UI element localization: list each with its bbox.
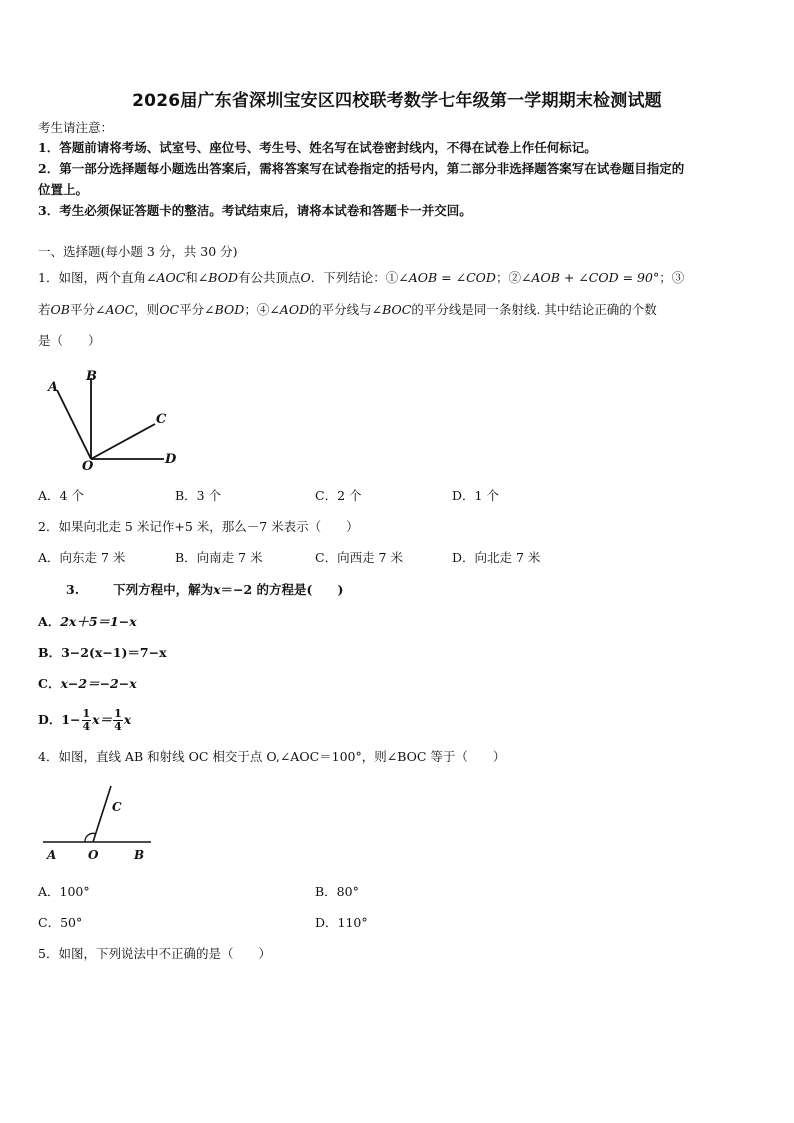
q1-figure (40, 362, 190, 474)
q2-option-d: D．向北走 7 米 (452, 550, 541, 565)
ray-oa (57, 390, 91, 459)
q3-equation: x−2＝−2−x (60, 676, 137, 691)
q3-option-label: D． (38, 712, 62, 727)
label-a: A (47, 848, 57, 862)
q3-text: 下列方程中，解为 (113, 582, 214, 597)
q1-text: 的平分线是同一条射线. 其中结论正确的个数 (411, 302, 657, 317)
q3-option-label: B． (38, 645, 62, 660)
q3-variable: x (213, 582, 221, 597)
section-heading: 一、选择题(每小题 3 分，共 30 分) (38, 244, 238, 259)
label-a: A (48, 380, 59, 395)
q1-angle-bod: ∠BOD (204, 302, 245, 317)
q1-angle-aoc: ∠AOC (94, 302, 135, 317)
q1-text: 和 (185, 270, 198, 285)
q2-option-b: B．向南走 7 米 (175, 550, 263, 565)
exam-title: 2026届广东省深圳宝安区四校联考数学七年级第一学期期末检测试题 (132, 91, 662, 111)
label-b: B (134, 848, 145, 862)
fraction-numerator: 1 (82, 707, 91, 720)
q1-text: 若 (38, 302, 51, 317)
q3-stem (66, 582, 343, 598)
q1-option-b: B．3 个 (175, 488, 222, 503)
notice-item-1: 1．答题前请将考场、试室号、座位号、考生号、姓名写在试卷密封线内，不得在试卷上作任何标记。 (38, 140, 597, 155)
q4-option-a: A．100° (38, 884, 90, 899)
q1-angle-aod: ∠AOD (269, 302, 310, 317)
q2-option-a: A．向东走 7 米 (38, 550, 126, 565)
q1-ray-ob: OB (50, 302, 70, 317)
q4-option-c: C．50° (38, 915, 83, 930)
q1-option-d: D．1 个 (452, 488, 499, 503)
label-c: C (156, 412, 167, 427)
ray-oc (91, 424, 155, 459)
q3-option-label: C． (38, 676, 61, 691)
q3-option-d (38, 705, 131, 735)
q1-line2 (38, 302, 657, 318)
label-c: C (112, 800, 122, 814)
q3-equation-part: x (123, 712, 132, 727)
q3-option-b (38, 645, 167, 661)
q2-option-c: C．向西走 7 米 (315, 550, 403, 565)
q3-equation-part: 1− (61, 712, 81, 727)
fraction (113, 708, 123, 733)
label-b: B (86, 369, 97, 384)
q3-equation: 3−2(x−1)＝7−x (61, 645, 167, 660)
q1-text: 平分 (179, 302, 205, 317)
label-d: D (165, 452, 177, 467)
q1-angle-aoc: ∠AOC (145, 270, 186, 285)
notice-heading: 考生请注意： (38, 120, 114, 135)
q4-option-b: B．80° (315, 884, 359, 899)
q1-text: ；④ (244, 302, 270, 317)
q1-ray-oc: OC (159, 302, 180, 317)
notice-item-3: 3．考生必须保证答题卡的整洁。考试结束后，请将本试卷和答题卡一并交回。 (38, 203, 472, 218)
q1-text: ．下列结论：① (310, 270, 399, 285)
q1-vertex: O (300, 270, 311, 285)
q1-angle-boc: ∠BOC (371, 302, 412, 317)
q3-equation-part: x＝ (92, 712, 113, 727)
q1-angle-bod: ∠BOD (197, 270, 238, 285)
q4-figure (40, 782, 160, 864)
q1-line1 (38, 270, 684, 286)
q3-option-label: A． (38, 614, 61, 629)
q5-stem: 5．如图，下列说法中不正确的是（ ） (38, 946, 271, 961)
q2-stem: 2．如果向北走 5 米记作+5 米，那么－7 米表示（ ） (38, 519, 359, 534)
q1-text: ；② (495, 270, 521, 285)
q1-text: 平分 (69, 302, 95, 317)
q1-option-c: C．2 个 (315, 488, 362, 503)
fraction-denominator: 4 (82, 720, 91, 733)
fraction-numerator: 1 (114, 707, 122, 720)
fraction-denominator: 4 (114, 720, 122, 733)
label-o: O (82, 459, 94, 474)
notice-item-2-cont: 位置上。 (38, 182, 89, 197)
label-o: O (88, 848, 99, 862)
q1-text: 的平分线与 (309, 302, 372, 317)
q3-text: ＝−2 的方程是( ) (220, 582, 344, 597)
q4-option-d: D．110° (315, 915, 368, 930)
q3-equation: 2x＋5＝1−x (60, 614, 137, 629)
fraction (82, 708, 92, 733)
q1-conclusion-2: ∠AOB + ∠COD = 90° (520, 270, 660, 285)
q1-conclusion-1: ∠AOB = ∠COD (398, 270, 496, 285)
q1-line3: 是（ ） (38, 333, 101, 348)
q4-stem: 4．如图，直线 AB 和射线 OC 相交于点 O,∠AOC＝100°，则∠BOC 等于（ ） (38, 749, 506, 764)
q1-text: 1．如图，两个直角 (38, 270, 146, 285)
notice-item-2: 2．第一部分选择题每小题选出答案后，需将答案写在试卷指定的括号内，第二部分非选择题答案写在试卷题目指定的 (38, 161, 685, 176)
q1-text: ；③ (659, 270, 685, 285)
q3-option-a (38, 614, 137, 630)
q3-number: 3. (66, 582, 80, 597)
q1-text: 有公共顶点 (237, 270, 301, 285)
q1-text: ，则 (134, 302, 160, 317)
q3-option-c (38, 676, 137, 692)
q1-option-a: A．4 个 (38, 488, 84, 503)
